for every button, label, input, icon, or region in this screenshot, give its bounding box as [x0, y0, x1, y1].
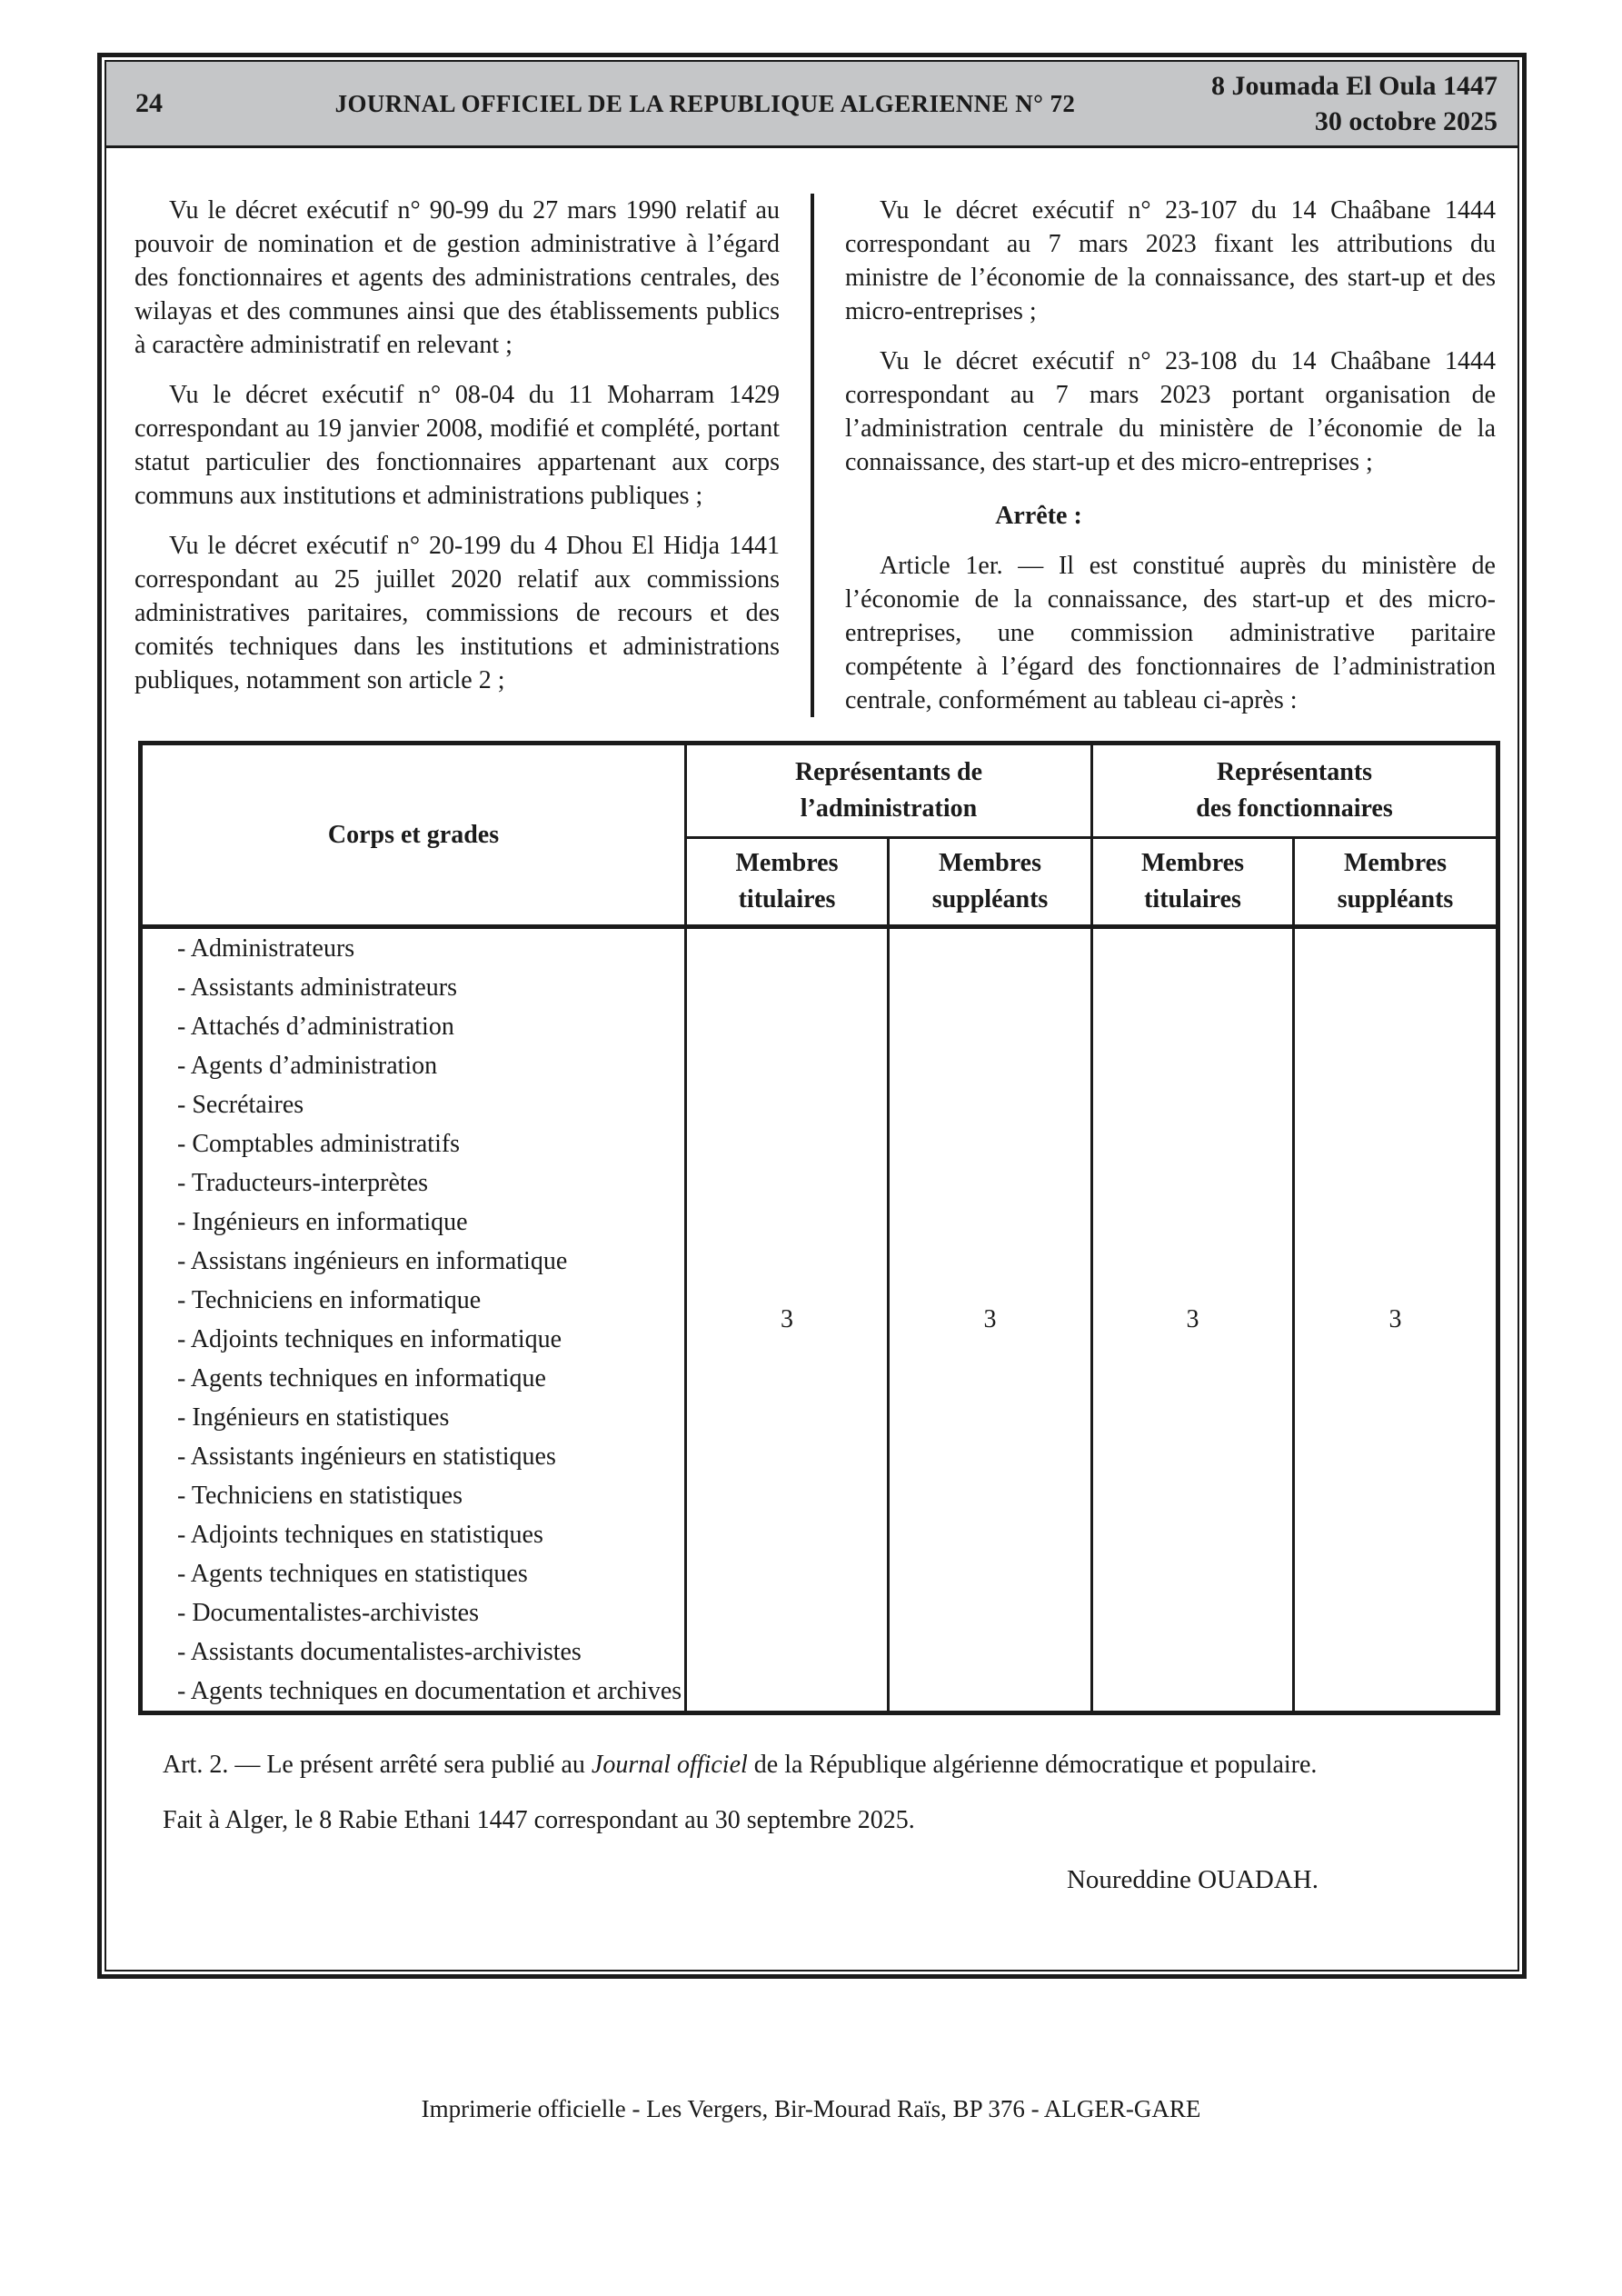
document-page-frame	[97, 53, 1527, 1979]
corps-item: - Adjoints techniques en statistiques	[177, 1521, 543, 1549]
visa-paragraph: Vu le décret exécutif n° 90-99 du 27 mars 1990 relatif au pouvoir de nomination et de gestion administrative à l’égard des fonctionnaires et agents des administrations centrales, des wilayas et des communes ainsi que des établissements publics à caractère administratif en relevant ;	[134, 196, 780, 359]
header-line: Représentants	[1216, 758, 1373, 786]
document-inner-frame	[104, 60, 1519, 1972]
corps-item: - Techniciens en informatique	[177, 1286, 482, 1314]
corps-item: - Agents d’administration	[177, 1052, 438, 1080]
header-line: Membres	[1344, 849, 1447, 877]
value-cell: 3	[1294, 927, 1498, 1713]
corps-item: - Assistants ingénieurs en statistiques	[177, 1442, 556, 1471]
visa-paragraph: Vu le décret exécutif n° 20-199 du 4 Dhou El Hidja 1441 correspondant au 25 juillet 2020 relatif aux commissions administratives paritaires, commissions de recours et des comités techniques dans les institutions et administrations publiques, notamment son article 2 ;	[134, 532, 780, 694]
visa-paragraph: Vu le décret exécutif n° 23-107 du 14 Chaâbane 1444 correspondant au 7 mars 2023 fixant les attributions du ministre de l’économie de la connaissance, des start-up et des micro-entreprises ;	[845, 196, 1496, 325]
gregorian-date: 30 octobre 2025	[1314, 106, 1498, 136]
corps-item: - Ingénieurs en informatique	[177, 1208, 468, 1236]
arrete-heading: Arrête :	[995, 502, 1082, 530]
journal-officiel-italic: Journal officiel	[591, 1751, 748, 1779]
visa-paragraph: Vu le décret exécutif n° 08-04 du 11 Moharram 1429 correspondant au 19 janvier 2008, modifié et complété, portant statut particulier des fonctionnaires appartenant aux corps communs aux institutions et administrations publiques ;	[134, 381, 780, 510]
corps-list-cell	[141, 927, 686, 1713]
article-2-text: Art. 2. — Le présent arrêté sera publié au	[163, 1751, 592, 1779]
composition-table-wrapper	[138, 741, 1496, 1715]
representants-fonctionnaires-header	[1092, 744, 1498, 838]
column-divider	[811, 194, 814, 717]
corps-item: - Attachés d’administration	[177, 1013, 454, 1041]
two-column-text	[134, 194, 1496, 717]
header-line: des fonctionnaires	[1196, 794, 1393, 823]
article-2-paragraph	[128, 1748, 1496, 1782]
representants-administration-header	[686, 744, 1092, 838]
corps-item: - Traducteurs-interprètes	[177, 1169, 429, 1197]
right-column	[845, 194, 1496, 717]
journal-header	[106, 62, 1518, 148]
corps-item: - Secrétaires	[177, 1091, 304, 1119]
page-content	[106, 194, 1518, 1897]
left-column	[134, 194, 780, 717]
article-1-paragraph: Article 1er. — Il est constitué auprès du ministère de l’économie de la connaissance, des start-up et des micro-entreprises, une commission administrative paritaire compétente à l’égard des fonctionnaires de l’administration centrale, conformément au tableau ci-après :	[845, 552, 1496, 714]
corps-item: - Assistans ingénieurs en informatique	[177, 1247, 568, 1275]
date-place-line: Fait à Alger, le 8 Rabie Ethani 1447 correspondant au 30 septembre 2025.	[163, 1806, 915, 1834]
visa-paragraph: Vu le décret exécutif n° 23-108 du 14 Chaâbane 1444 correspondant au 7 mars 2023 portant organisation de l’administration centrale du ministère de l’économie de la connaissance, des start-up et des micro-entreprises ;	[845, 347, 1496, 476]
corps-item: - Assistants documentalistes-archivistes	[177, 1638, 582, 1666]
header-line: suppléants	[931, 885, 1049, 913]
corps-item: - Agents techniques en documentation et archives	[177, 1677, 682, 1705]
header-line: Représentants de	[794, 758, 983, 786]
corps-item: - Ingénieurs en statistiques	[177, 1403, 450, 1432]
header-line: Membres	[735, 849, 839, 877]
hijri-date: 8 Joumada El Oula 1447	[1210, 71, 1498, 101]
membres-suppleants-header	[889, 838, 1092, 927]
membres-titulaires-header	[686, 838, 889, 927]
composition-table	[138, 741, 1500, 1715]
header-line: Membres	[939, 849, 1041, 877]
article-2-text-end: de la République algérienne démocratique et populaire.	[747, 1751, 1318, 1779]
value-cell: 3	[889, 927, 1092, 1713]
corps-item: - Techniciens en statistiques	[177, 1482, 463, 1510]
corps-item: - Administrateurs	[177, 934, 355, 963]
page-number: 24	[135, 88, 163, 118]
membres-suppleants-header	[1294, 838, 1498, 927]
corps-item: - Adjoints techniques en informatique	[177, 1325, 562, 1353]
corps-et-grades-header: Corps et grades	[141, 744, 686, 927]
table-row	[141, 927, 1498, 1713]
header-dates	[1211, 68, 1498, 139]
value-cell: 3	[1092, 927, 1294, 1713]
corps-item: - Agents techniques en statistiques	[177, 1560, 528, 1588]
value-cell: 3	[686, 927, 889, 1713]
header-line: titulaires	[1144, 885, 1241, 913]
header-line: Membres	[1141, 849, 1244, 877]
header-line: titulaires	[738, 885, 836, 913]
membres-titulaires-header	[1092, 838, 1294, 927]
signature: Noureddine OUADAH.	[1066, 1865, 1318, 1894]
header-line: suppléants	[1337, 885, 1454, 913]
journal-title: JOURNAL OFFICIEL DE LA REPUBLIQUE ALGERIENNE N° 72	[334, 89, 1076, 117]
corps-item: - Comptables administratifs	[177, 1130, 461, 1158]
imprimerie-footer: Imprimerie officielle - Les Vergers, Bir-Mourad Raïs, BP 376 - ALGER-GARE	[421, 2095, 1201, 2122]
corps-item: - Documentalistes-archivistes	[177, 1599, 480, 1627]
corps-item: - Agents techniques en informatique	[177, 1364, 546, 1393]
corps-item: - Assistants administrateurs	[177, 973, 457, 1002]
header-line: l’administration	[800, 794, 978, 823]
